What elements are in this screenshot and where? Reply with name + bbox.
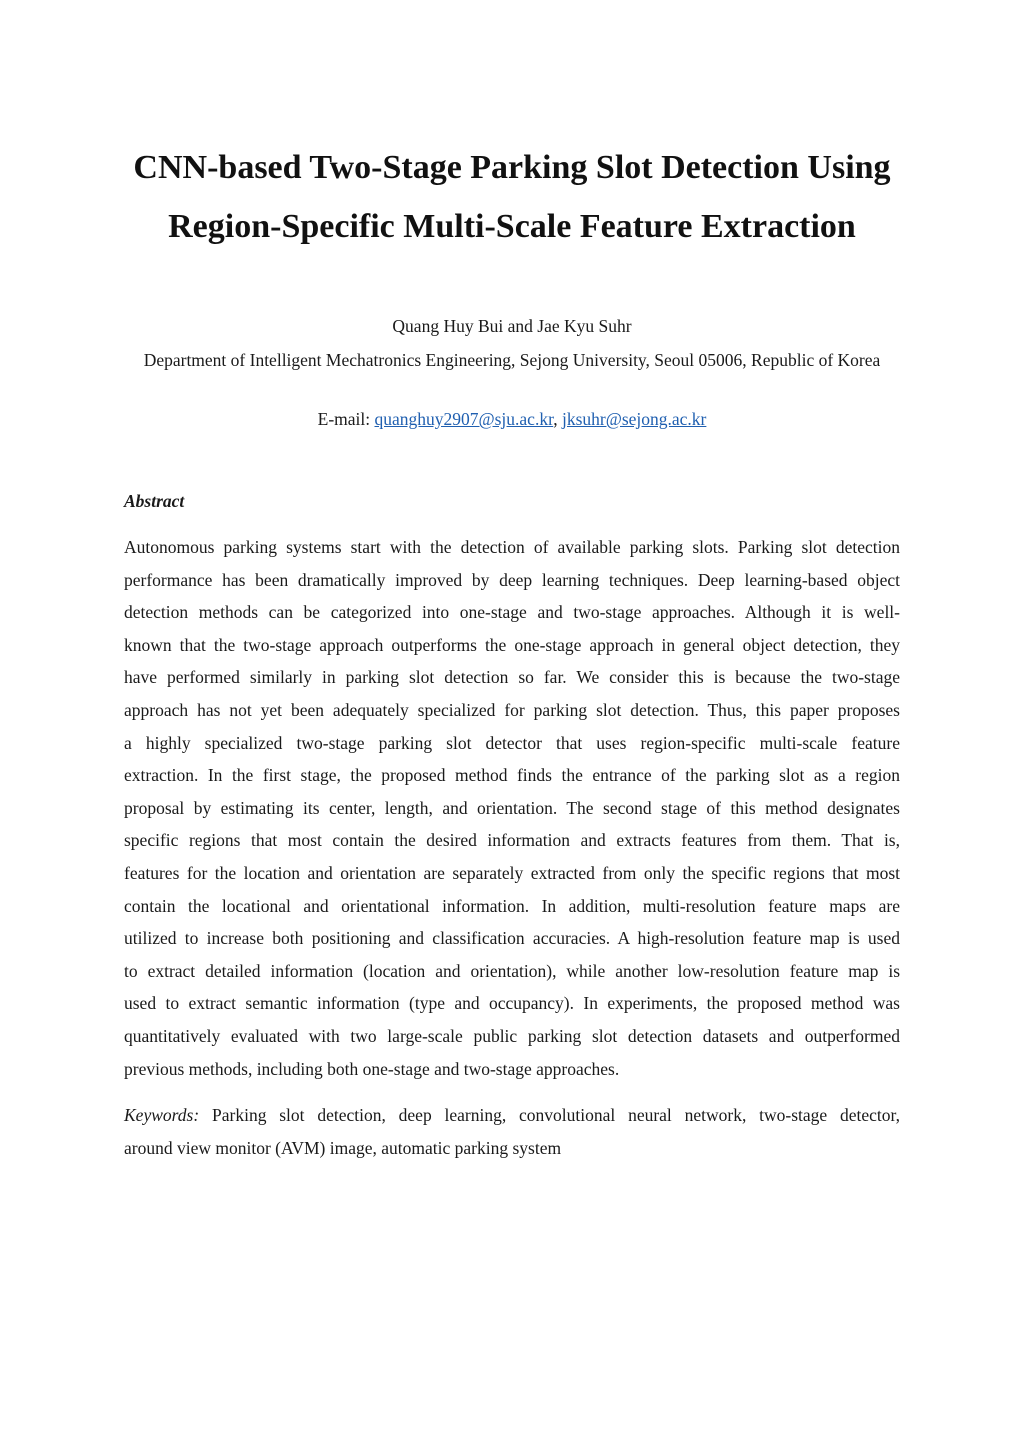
abstract-line: utilized to increase both positioning and classification accuracies. A high-resolution feature map is used (124, 928, 900, 949)
abstract-line: Autonomous parking systems start with the detection of available parking slots. Parking slot detection (124, 537, 900, 557)
abstract-line: specific regions that most contain the desired information and extracts features from them. That is, (124, 830, 900, 851)
abstract-line: known that the two-stage approach outperforms the one-stage approach in general object detection, they (124, 634, 900, 655)
abstract-line: features for the location and orientation are separately extracted from only the specific regions that most (124, 862, 900, 883)
paper-title (0, 138, 1024, 256)
abstract-line: detection methods can be categorized into one-stage and two-stage approaches. Although it is well- (124, 602, 900, 623)
email-separator: , (553, 409, 558, 429)
email-line (0, 407, 1024, 431)
abstract-line: extraction. In the first stage, the proposed method finds the entrance of the parking slot as a region (124, 765, 900, 786)
abstract-line: proposal by estimating its center, length, and orientation. The second stage of this method designates (124, 797, 900, 818)
abstract-line: quantitatively evaluated with two large-scale public parking slot detection datasets and outperformed (124, 1025, 900, 1046)
abstract-body (124, 531, 900, 1085)
keywords (124, 1099, 900, 1164)
abstract-heading: Abstract (124, 491, 185, 511)
affiliation: Department of Intelligent Mechatronics Engineering, Sejong University, Seoul 05006, Republic of Korea (143, 350, 881, 370)
keywords-text: Parking slot detection, deep learning, convolutional neural network, two-stage detector, (212, 1105, 900, 1125)
email-link-suhr[interactable]: jksuhr@sejong.ac.kr (561, 409, 707, 429)
abstract-line: previous methods, including both one-stage and two-stage approaches. (124, 1058, 620, 1079)
email-link-bui[interactable]: quanghuy2907@sju.ac.kr (374, 409, 554, 429)
abstract-line: approach has not yet been adequately specialized for parking slot detection. Thus, this paper proposes (124, 699, 900, 720)
keywords-line (124, 1099, 900, 1132)
abstract-line: used to extract semantic information (type and occupancy). In experiments, the proposed method was (124, 993, 900, 1014)
title-line: CNN-based Two-Stage Parking Slot Detection Using (133, 149, 891, 186)
abstract-line: to extract detailed information (location and orientation), while another low-resolution feature map is (124, 960, 900, 981)
abstract-line: performance has been dramatically improved by deep learning techniques. Deep learning-based object (124, 569, 900, 590)
title-line: Region-Specific Multi-Scale Feature Extraction (168, 208, 856, 245)
abstract-line: have performed similarly in parking slot detection so far. We consider this is because the two-stage (124, 667, 900, 688)
keywords-line: around view monitor (AVM) image, automatic parking system (124, 1137, 562, 1158)
email-label: E-mail: (317, 409, 371, 429)
abstract-line: contain the locational and orientational information. In addition, multi-resolution feature maps are (124, 895, 900, 916)
abstract-line: a highly specialized two-stage parking slot detector that uses region-specific multi-scale feature (124, 732, 900, 753)
author-list: Quang Huy Bui and Jae Kyu Suhr (392, 316, 632, 336)
keywords-label: Keywords: (124, 1105, 200, 1125)
